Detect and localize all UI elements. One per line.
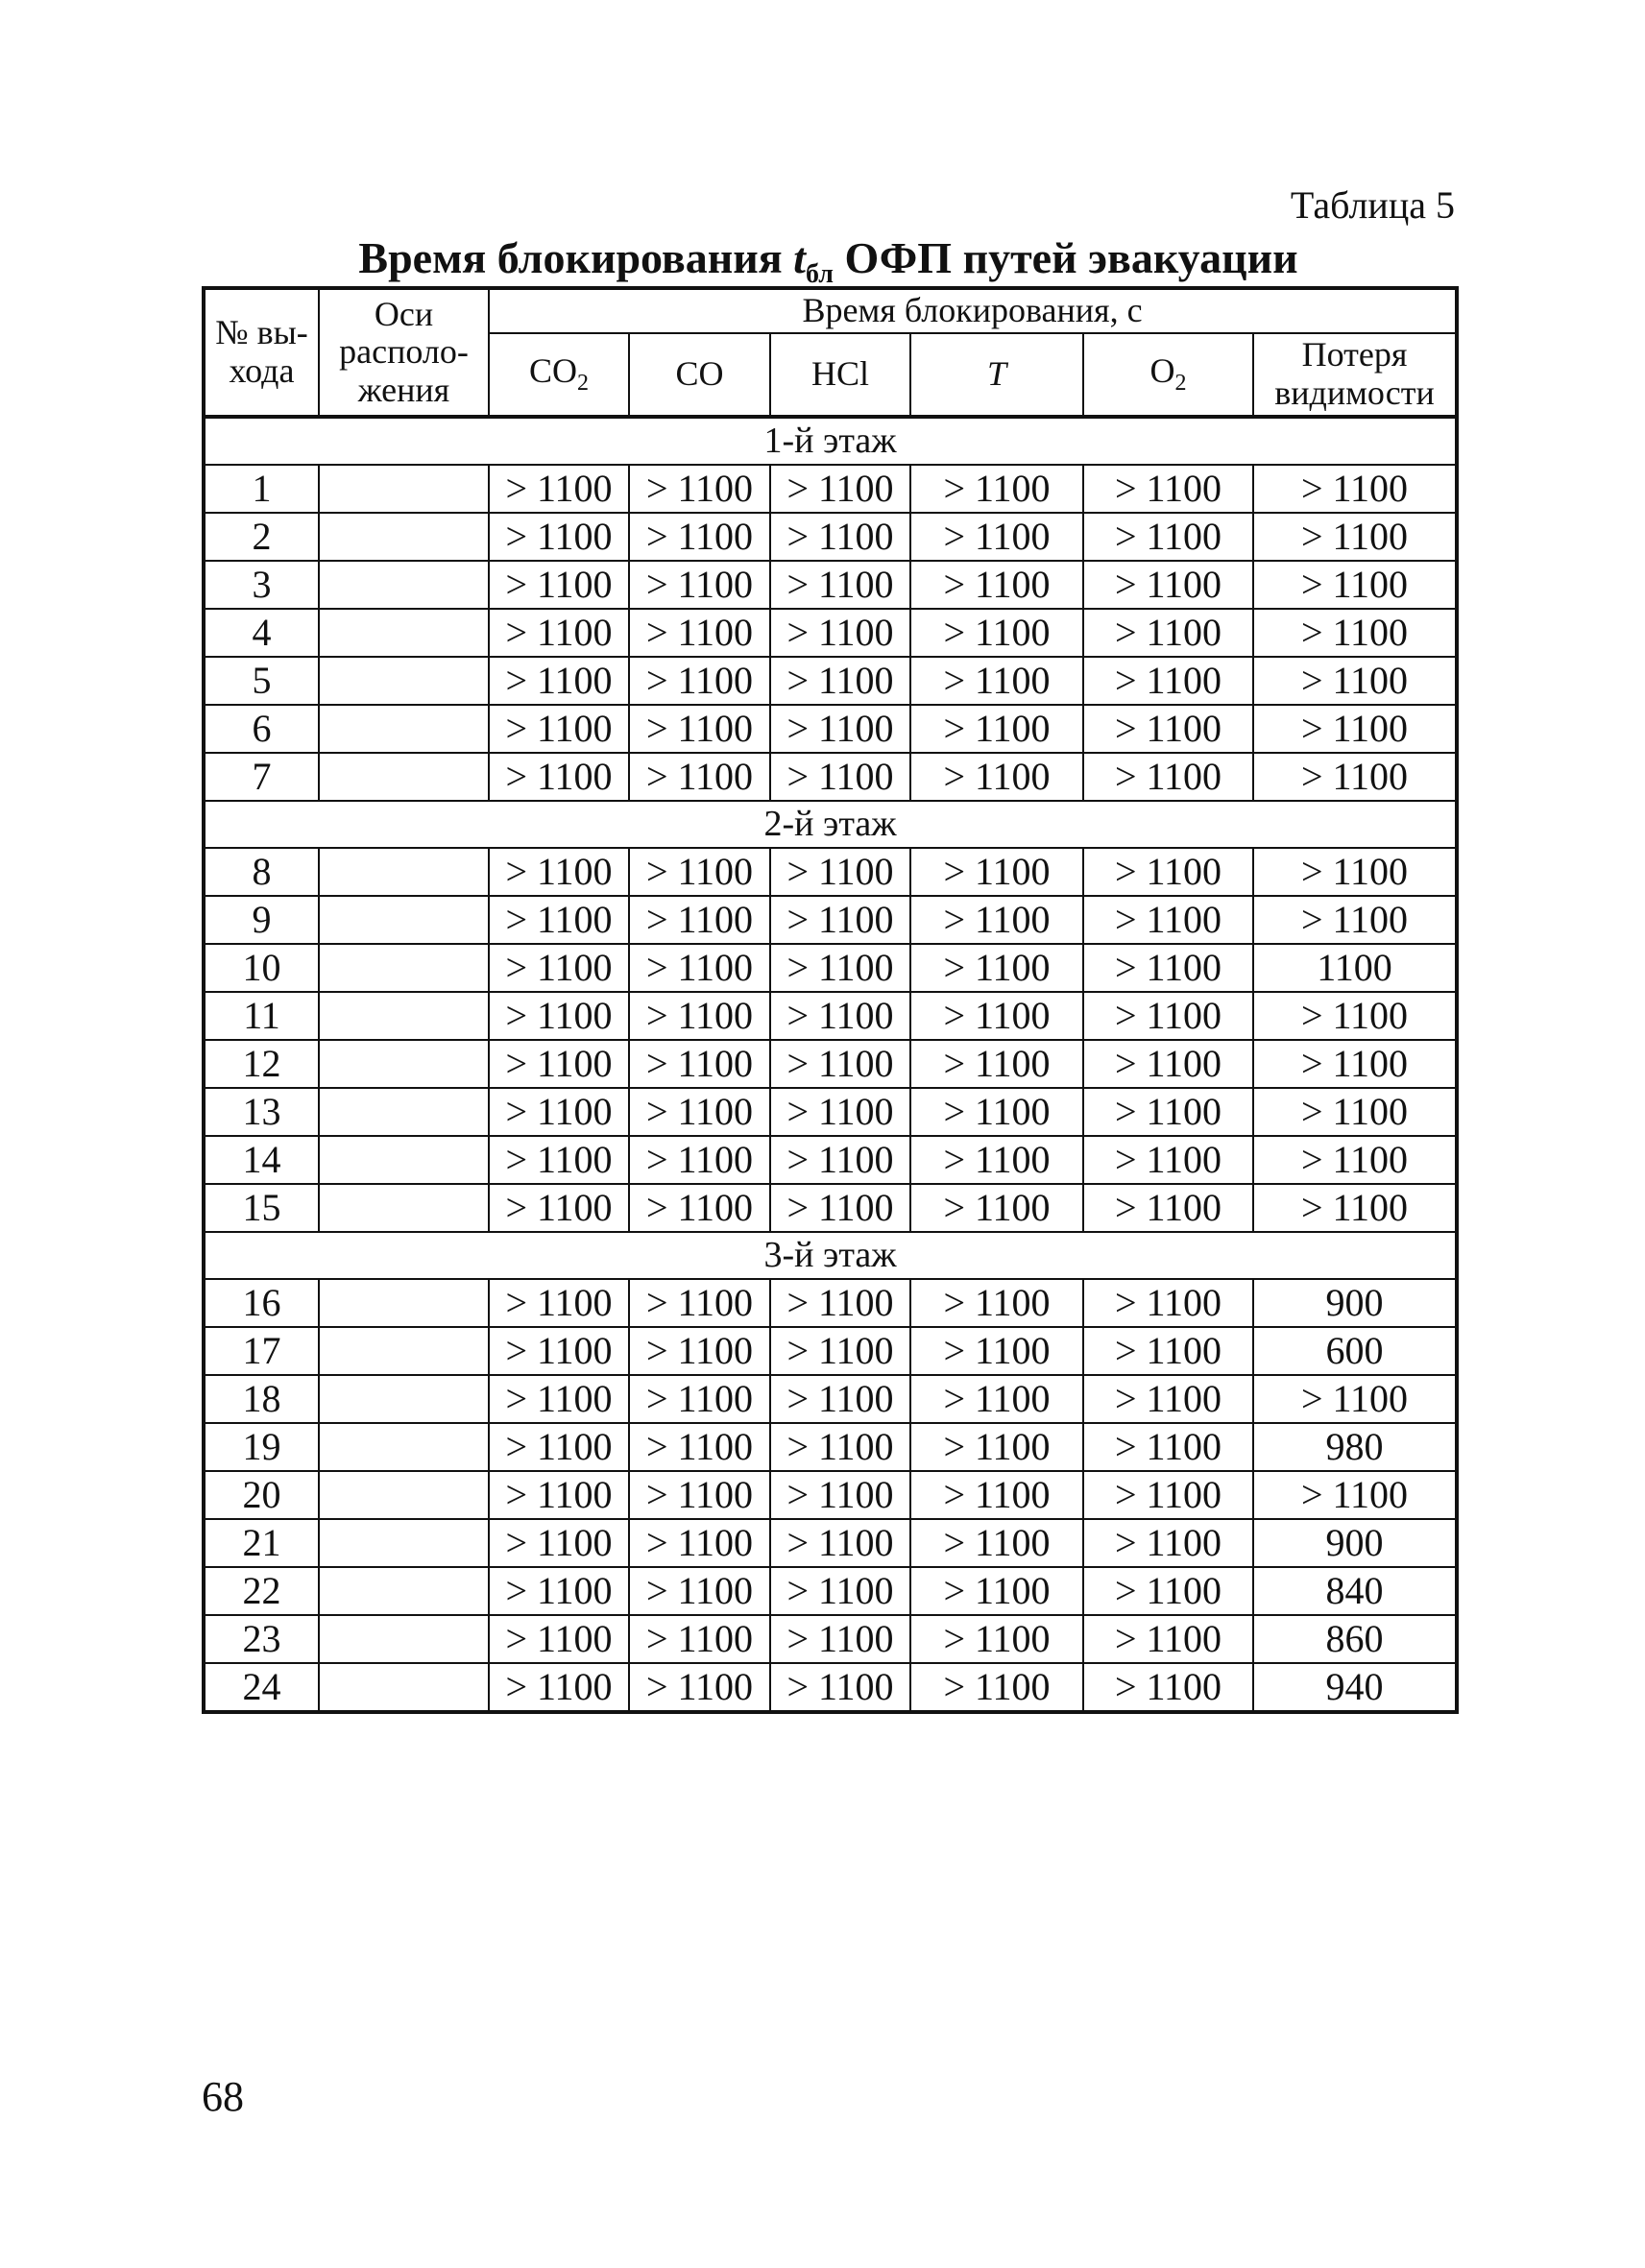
exit-number-cell: 18 [204, 1375, 319, 1423]
value-cell-t: > 1100 [910, 513, 1083, 561]
table-row [204, 1663, 1457, 1712]
value-cell-visibility-loss: > 1100 [1253, 561, 1457, 609]
value-cell-co2: > 1100 [489, 1327, 629, 1375]
value-cell-o2: > 1100 [1083, 1615, 1253, 1663]
value-cell-t: > 1100 [910, 1136, 1083, 1184]
value-cell-hcl: > 1100 [770, 753, 910, 801]
value-cell-co: > 1100 [629, 753, 770, 801]
header-exit-no: № вы-хода [204, 288, 319, 417]
value-cell-co2: > 1100 [489, 1279, 629, 1327]
header-label: HCl [810, 354, 869, 394]
value-cell-t: > 1100 [910, 1519, 1083, 1567]
value-cell-visibility-loss: > 1100 [1253, 1184, 1457, 1232]
value-cell-co2: > 1100 [489, 753, 629, 801]
value-cell-co: > 1100 [629, 1040, 770, 1088]
value-cell-visibility-loss: 980 [1253, 1423, 1457, 1471]
table-row [204, 1327, 1457, 1375]
value-cell-t: > 1100 [910, 465, 1083, 513]
value-cell-co: > 1100 [629, 1184, 770, 1232]
floor-label: 2-й этаж [204, 801, 1457, 848]
header-label: T [986, 354, 1007, 394]
table-row [204, 753, 1457, 801]
value-cell-o2: > 1100 [1083, 1471, 1253, 1519]
value-cell-hcl: > 1100 [770, 1088, 910, 1136]
value-cell-hcl: > 1100 [770, 1615, 910, 1663]
value-cell-co2: > 1100 [489, 1184, 629, 1232]
value-cell-hcl: > 1100 [770, 1184, 910, 1232]
axes-cell [319, 753, 489, 801]
exit-number-cell: 10 [204, 944, 319, 992]
table-row [204, 561, 1457, 609]
exit-number-cell: 8 [204, 848, 319, 896]
floor-label: 1-й этаж [204, 417, 1457, 465]
value-cell-o2: > 1100 [1083, 1423, 1253, 1471]
value-cell-co2: > 1100 [489, 1375, 629, 1423]
axes-cell [319, 1136, 489, 1184]
value-cell-visibility-loss: 600 [1253, 1327, 1457, 1375]
value-cell-co: > 1100 [629, 1423, 770, 1471]
exit-number-cell: 23 [204, 1615, 319, 1663]
table-row [204, 1184, 1457, 1232]
header-label: Потеря видимости [1274, 335, 1435, 412]
value-cell-t: > 1100 [910, 1184, 1083, 1232]
floor-row [204, 801, 1457, 848]
value-cell-t: > 1100 [910, 1663, 1083, 1712]
exit-number-cell: 13 [204, 1088, 319, 1136]
axes-cell [319, 896, 489, 944]
value-cell-o2: > 1100 [1083, 705, 1253, 753]
floor-label: 3-й этаж [204, 1232, 1457, 1279]
value-cell-t: > 1100 [910, 1567, 1083, 1615]
value-cell-t: > 1100 [910, 561, 1083, 609]
value-cell-hcl: > 1100 [770, 1375, 910, 1423]
table-row [204, 705, 1457, 753]
value-cell-hcl: > 1100 [770, 1136, 910, 1184]
value-cell-co2: > 1100 [489, 657, 629, 705]
value-cell-hcl: > 1100 [770, 1279, 910, 1327]
value-cell-co: > 1100 [629, 705, 770, 753]
value-cell-hcl: > 1100 [770, 896, 910, 944]
value-cell-visibility-loss: > 1100 [1253, 896, 1457, 944]
value-cell-co2: > 1100 [489, 1615, 629, 1663]
value-cell-o2: > 1100 [1083, 1279, 1253, 1327]
axes-cell [319, 944, 489, 992]
exit-number-cell: 16 [204, 1279, 319, 1327]
value-cell-t: > 1100 [910, 1615, 1083, 1663]
value-cell-co: > 1100 [629, 1567, 770, 1615]
value-cell-hcl: > 1100 [770, 1471, 910, 1519]
value-cell-visibility-loss: > 1100 [1253, 1088, 1457, 1136]
floor-row [204, 417, 1457, 465]
value-cell-hcl: > 1100 [770, 513, 910, 561]
exit-number-cell: 24 [204, 1663, 319, 1712]
table-row [204, 657, 1457, 705]
exit-number-cell: 11 [204, 992, 319, 1040]
value-cell-co2: > 1100 [489, 992, 629, 1040]
value-cell-co: > 1100 [629, 1088, 770, 1136]
value-cell-visibility-loss: > 1100 [1253, 992, 1457, 1040]
value-cell-o2: > 1100 [1083, 513, 1253, 561]
value-cell-hcl: > 1100 [770, 705, 910, 753]
axes-cell [319, 1279, 489, 1327]
exit-number-cell: 15 [204, 1184, 319, 1232]
exit-number-cell: 14 [204, 1136, 319, 1184]
title-symbol-sub: бл [805, 259, 834, 290]
title-symbol: t [793, 233, 806, 282]
value-cell-hcl: > 1100 [770, 1423, 910, 1471]
value-cell-co: > 1100 [629, 1615, 770, 1663]
table-row [204, 992, 1457, 1040]
header-hcl [770, 333, 910, 417]
value-cell-hcl: > 1100 [770, 1040, 910, 1088]
value-cell-co2: > 1100 [489, 705, 629, 753]
value-cell-t: > 1100 [910, 1471, 1083, 1519]
blocking-time-table [202, 286, 1459, 1714]
value-cell-co: > 1100 [629, 944, 770, 992]
exit-number-cell: 6 [204, 705, 319, 753]
value-cell-co: > 1100 [629, 1279, 770, 1327]
value-cell-o2: > 1100 [1083, 1663, 1253, 1712]
value-cell-hcl: > 1100 [770, 1663, 910, 1712]
value-cell-co: > 1100 [629, 657, 770, 705]
value-cell-co2: > 1100 [489, 609, 629, 657]
exit-number-cell: 5 [204, 657, 319, 705]
value-cell-visibility-loss: 1100 [1253, 944, 1457, 992]
value-cell-t: > 1100 [910, 1375, 1083, 1423]
value-cell-co: > 1100 [629, 1327, 770, 1375]
value-cell-co: > 1100 [629, 1663, 770, 1712]
table-row [204, 1567, 1457, 1615]
axes-cell [319, 1663, 489, 1712]
header-axes: Оси располо-жения [319, 288, 489, 417]
value-cell-t: > 1100 [910, 896, 1083, 944]
value-cell-co: > 1100 [629, 1136, 770, 1184]
exit-number-cell: 4 [204, 609, 319, 657]
value-cell-t: > 1100 [910, 1088, 1083, 1136]
header-label: CO [528, 351, 577, 391]
exit-number-cell: 7 [204, 753, 319, 801]
value-cell-t: > 1100 [910, 1040, 1083, 1088]
header-o2 [1083, 333, 1253, 417]
header-t [910, 333, 1083, 417]
axes-cell [319, 1423, 489, 1471]
table-row [204, 1471, 1457, 1519]
value-cell-o2: > 1100 [1083, 1567, 1253, 1615]
table-title [202, 232, 1455, 290]
value-cell-o2: > 1100 [1083, 657, 1253, 705]
value-cell-o2: > 1100 [1083, 609, 1253, 657]
value-cell-co: > 1100 [629, 896, 770, 944]
exit-number-cell: 20 [204, 1471, 319, 1519]
value-cell-co: > 1100 [629, 513, 770, 561]
table-row [204, 1615, 1457, 1663]
table-row [204, 1423, 1457, 1471]
value-cell-o2: > 1100 [1083, 848, 1253, 896]
value-cell-hcl: > 1100 [770, 848, 910, 896]
value-cell-co2: > 1100 [489, 561, 629, 609]
table-row [204, 1279, 1457, 1327]
value-cell-co: > 1100 [629, 848, 770, 896]
axes-cell [319, 1471, 489, 1519]
value-cell-t: > 1100 [910, 848, 1083, 896]
exit-number-cell: 17 [204, 1327, 319, 1375]
value-cell-visibility-loss: 900 [1253, 1519, 1457, 1567]
axes-cell [319, 609, 489, 657]
value-cell-visibility-loss: 900 [1253, 1279, 1457, 1327]
value-cell-t: > 1100 [910, 992, 1083, 1040]
value-cell-hcl: > 1100 [770, 1327, 910, 1375]
value-cell-t: > 1100 [910, 1279, 1083, 1327]
page-number: 68 [202, 2073, 244, 2120]
value-cell-o2: > 1100 [1083, 1136, 1253, 1184]
value-cell-co2: > 1100 [489, 1519, 629, 1567]
exit-number-cell: 21 [204, 1519, 319, 1567]
value-cell-visibility-loss: 840 [1253, 1567, 1457, 1615]
value-cell-visibility-loss: > 1100 [1253, 1040, 1457, 1088]
value-cell-co2: > 1100 [489, 944, 629, 992]
value-cell-co: > 1100 [629, 561, 770, 609]
axes-cell [319, 992, 489, 1040]
header-label: O [1149, 351, 1175, 391]
value-cell-co2: > 1100 [489, 513, 629, 561]
value-cell-visibility-loss: > 1100 [1253, 1471, 1457, 1519]
value-cell-visibility-loss: > 1100 [1253, 513, 1457, 561]
value-cell-o2: > 1100 [1083, 944, 1253, 992]
header-label: CO [675, 354, 724, 394]
exit-number-cell: 9 [204, 896, 319, 944]
header-visibility-loss [1253, 333, 1457, 417]
value-cell-visibility-loss: > 1100 [1253, 705, 1457, 753]
value-cell-co2: > 1100 [489, 1088, 629, 1136]
axes-cell [319, 848, 489, 896]
value-cell-hcl: > 1100 [770, 1519, 910, 1567]
header-subscript: 2 [1174, 371, 1187, 397]
title-suffix: ОФП путей эвакуации [833, 233, 1298, 282]
value-cell-visibility-loss: 860 [1253, 1615, 1457, 1663]
table-row [204, 896, 1457, 944]
value-cell-co: > 1100 [629, 1471, 770, 1519]
value-cell-co2: > 1100 [489, 1040, 629, 1088]
value-cell-hcl: > 1100 [770, 609, 910, 657]
exit-number-cell: 3 [204, 561, 319, 609]
header-subscript: 2 [577, 371, 589, 397]
floor-row [204, 1232, 1457, 1279]
value-cell-hcl: > 1100 [770, 944, 910, 992]
value-cell-t: > 1100 [910, 705, 1083, 753]
value-cell-o2: > 1100 [1083, 1375, 1253, 1423]
value-cell-co: > 1100 [629, 992, 770, 1040]
value-cell-co2: > 1100 [489, 848, 629, 896]
value-cell-o2: > 1100 [1083, 1088, 1253, 1136]
axes-cell [319, 1615, 489, 1663]
value-cell-visibility-loss: 940 [1253, 1663, 1457, 1712]
value-cell-visibility-loss: > 1100 [1253, 1136, 1457, 1184]
value-cell-hcl: > 1100 [770, 992, 910, 1040]
value-cell-co: > 1100 [629, 1519, 770, 1567]
table-row [204, 465, 1457, 513]
value-cell-visibility-loss: > 1100 [1253, 1375, 1457, 1423]
axes-cell [319, 1375, 489, 1423]
value-cell-o2: > 1100 [1083, 1184, 1253, 1232]
table-number: Таблица 5 [1290, 183, 1455, 227]
value-cell-o2: > 1100 [1083, 561, 1253, 609]
value-cell-co2: > 1100 [489, 1423, 629, 1471]
table-row [204, 944, 1457, 992]
value-cell-visibility-loss: > 1100 [1253, 753, 1457, 801]
value-cell-visibility-loss: > 1100 [1253, 848, 1457, 896]
value-cell-t: > 1100 [910, 657, 1083, 705]
exit-number-cell: 2 [204, 513, 319, 561]
exit-number-cell: 19 [204, 1423, 319, 1471]
axes-cell [319, 513, 489, 561]
header-co2 [489, 333, 629, 417]
axes-cell [319, 705, 489, 753]
axes-cell [319, 1567, 489, 1615]
value-cell-co2: > 1100 [489, 1471, 629, 1519]
value-cell-o2: > 1100 [1083, 1040, 1253, 1088]
value-cell-visibility-loss: > 1100 [1253, 609, 1457, 657]
axes-cell [319, 1040, 489, 1088]
axes-cell [319, 1327, 489, 1375]
value-cell-co: > 1100 [629, 609, 770, 657]
value-cell-hcl: > 1100 [770, 465, 910, 513]
table-row [204, 1088, 1457, 1136]
axes-cell [319, 1519, 489, 1567]
value-cell-co2: > 1100 [489, 1567, 629, 1615]
value-cell-co2: > 1100 [489, 1136, 629, 1184]
value-cell-visibility-loss: > 1100 [1253, 465, 1457, 513]
table-row [204, 1375, 1457, 1423]
value-cell-o2: > 1100 [1083, 992, 1253, 1040]
value-cell-co2: > 1100 [489, 896, 629, 944]
value-cell-visibility-loss: > 1100 [1253, 657, 1457, 705]
axes-cell [319, 657, 489, 705]
value-cell-t: > 1100 [910, 609, 1083, 657]
table-row [204, 1136, 1457, 1184]
axes-cell [319, 561, 489, 609]
value-cell-o2: > 1100 [1083, 465, 1253, 513]
value-cell-hcl: > 1100 [770, 561, 910, 609]
exit-number-cell: 1 [204, 465, 319, 513]
table-row [204, 513, 1457, 561]
value-cell-o2: > 1100 [1083, 753, 1253, 801]
header-co [629, 333, 770, 417]
exit-number-cell: 12 [204, 1040, 319, 1088]
value-cell-co2: > 1100 [489, 1663, 629, 1712]
value-cell-t: > 1100 [910, 1327, 1083, 1375]
header-blocking-time: Время блокирования, с [489, 288, 1457, 333]
value-cell-co2: > 1100 [489, 465, 629, 513]
value-cell-o2: > 1100 [1083, 1327, 1253, 1375]
exit-number-cell: 22 [204, 1567, 319, 1615]
axes-cell [319, 465, 489, 513]
value-cell-co: > 1100 [629, 465, 770, 513]
value-cell-hcl: > 1100 [770, 1567, 910, 1615]
value-cell-hcl: > 1100 [770, 657, 910, 705]
table-body [204, 417, 1457, 1712]
value-cell-o2: > 1100 [1083, 1519, 1253, 1567]
table-row [204, 1519, 1457, 1567]
value-cell-t: > 1100 [910, 1423, 1083, 1471]
table-row [204, 609, 1457, 657]
axes-cell [319, 1088, 489, 1136]
value-cell-co: > 1100 [629, 1375, 770, 1423]
table-row [204, 1040, 1457, 1088]
value-cell-t: > 1100 [910, 944, 1083, 992]
value-cell-t: > 1100 [910, 753, 1083, 801]
value-cell-o2: > 1100 [1083, 896, 1253, 944]
title-prefix: Время блокирования [358, 233, 794, 282]
axes-cell [319, 1184, 489, 1232]
table-row [204, 848, 1457, 896]
